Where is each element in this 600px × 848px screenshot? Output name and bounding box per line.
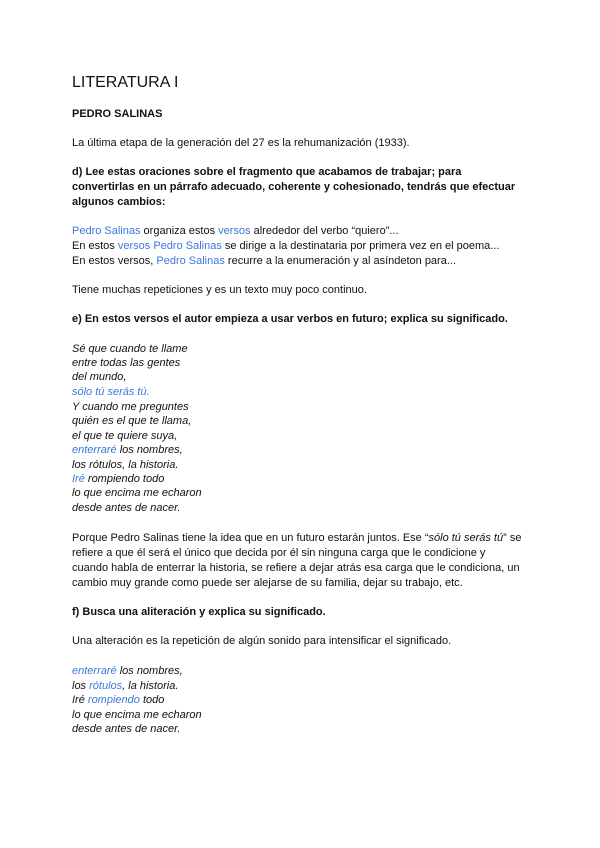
poem-line: desde antes de nacer.: [72, 723, 181, 735]
section-d-comment: Tiene muchas repeticiones y es un texto muy poco continuo.: [72, 284, 367, 296]
section-d-heading-line-3: algunos cambios:: [72, 196, 166, 208]
section-e-answer-line-4: cambio muy grande como puede ser alejarse de su familia, dejar su trabajo, etc.: [72, 577, 463, 589]
poem-line: quién es el que te llama,: [72, 415, 192, 427]
poem-line-highlighted: sólo tú serás tú.: [72, 386, 150, 398]
poem-line: enterraré los nombres,: [72, 444, 183, 456]
highlight-author: Pedro Salinas: [72, 225, 141, 237]
alliteration-word: enterraré: [72, 665, 117, 677]
poem-line: entre todas las gentes: [72, 357, 181, 369]
poem-line: lo que encima me echaron: [72, 487, 202, 499]
poem-line: Sé que cuando te llame: [72, 343, 188, 355]
poem-line: del mundo,: [72, 371, 127, 383]
poem-line: Iré rompiendo todo: [72, 473, 165, 485]
section-d-heading-line-1: d) Lee estas oraciones sobre el fragmento que acabamos de trabajar; para: [72, 166, 462, 178]
sentence-line-1: Pedro Salinas organiza estos versos alrededor del verbo “quiero”...: [72, 225, 399, 237]
future-verb: enterraré: [72, 444, 117, 456]
poem-line: lo que encima me echaron: [72, 709, 202, 721]
section-e-answer-line-1: Porque Pedro Salinas tiene la idea que en un futuro estarán juntos. Ese “sólo tú serás tú” se: [72, 532, 522, 544]
alliteration-word: rompiendo: [87, 694, 140, 706]
poem-line: Iré rompiendo todo: [72, 694, 165, 706]
sentence-line-2: En estos versos Pedro Salinas se dirige a la destinataria por primera vez en el poema...: [72, 240, 500, 252]
sentence-line-3: En estos versos, Pedro Salinas recurre a la enumeración y al asíndeton para...: [72, 255, 457, 267]
author-heading: PEDRO SALINAS: [72, 108, 163, 120]
section-f-answer: Una alteración es la repetición de algún sonido para intensificar el significado.: [72, 635, 452, 647]
highlight-versos: versos: [117, 240, 151, 252]
highlight-versos: versos: [218, 225, 251, 237]
poem-line: Y cuando me preguntes: [72, 401, 189, 413]
future-verb: Iré: [72, 473, 85, 485]
highlight-author: Pedro Salinas: [156, 255, 225, 267]
section-f-heading: f) Busca una aliteración y explica su significado.: [72, 606, 326, 618]
quoted-verse: sólo tú serás tú: [428, 532, 504, 544]
poem-line: el que te quiere suya,: [72, 430, 178, 442]
poem-line: enterraré los nombres,: [72, 665, 183, 677]
page-title: LITERATURA I: [72, 74, 179, 91]
alliteration-word: rótulos: [89, 680, 123, 692]
highlight-author: Pedro Salinas: [153, 240, 222, 252]
section-e-answer-line-3: cuando habla de enterrar la historia, se refiere a dejar atrás esa carga que le condiciona, un: [72, 562, 520, 574]
section-e-answer-line-2: refiere a que él será el único que decida por él sin ninguna carga que le condicione y: [72, 547, 486, 559]
section-e-heading: e) En estos versos el autor empieza a usar verbos en futuro; explica su significado.: [72, 313, 508, 325]
poem-line: los rótulos, la historia.: [72, 459, 179, 471]
poem-line: desde antes de nacer.: [72, 502, 181, 514]
section-d-heading-line-2: convertirlas en un párrafo adecuado, coherente y cohesionado, tendrás que efectuar: [72, 181, 516, 193]
poem-line: los rótulos, la historia.: [72, 680, 179, 692]
intro-paragraph: La última etapa de la generación del 27 es la rehumanización (1933).: [72, 137, 410, 149]
